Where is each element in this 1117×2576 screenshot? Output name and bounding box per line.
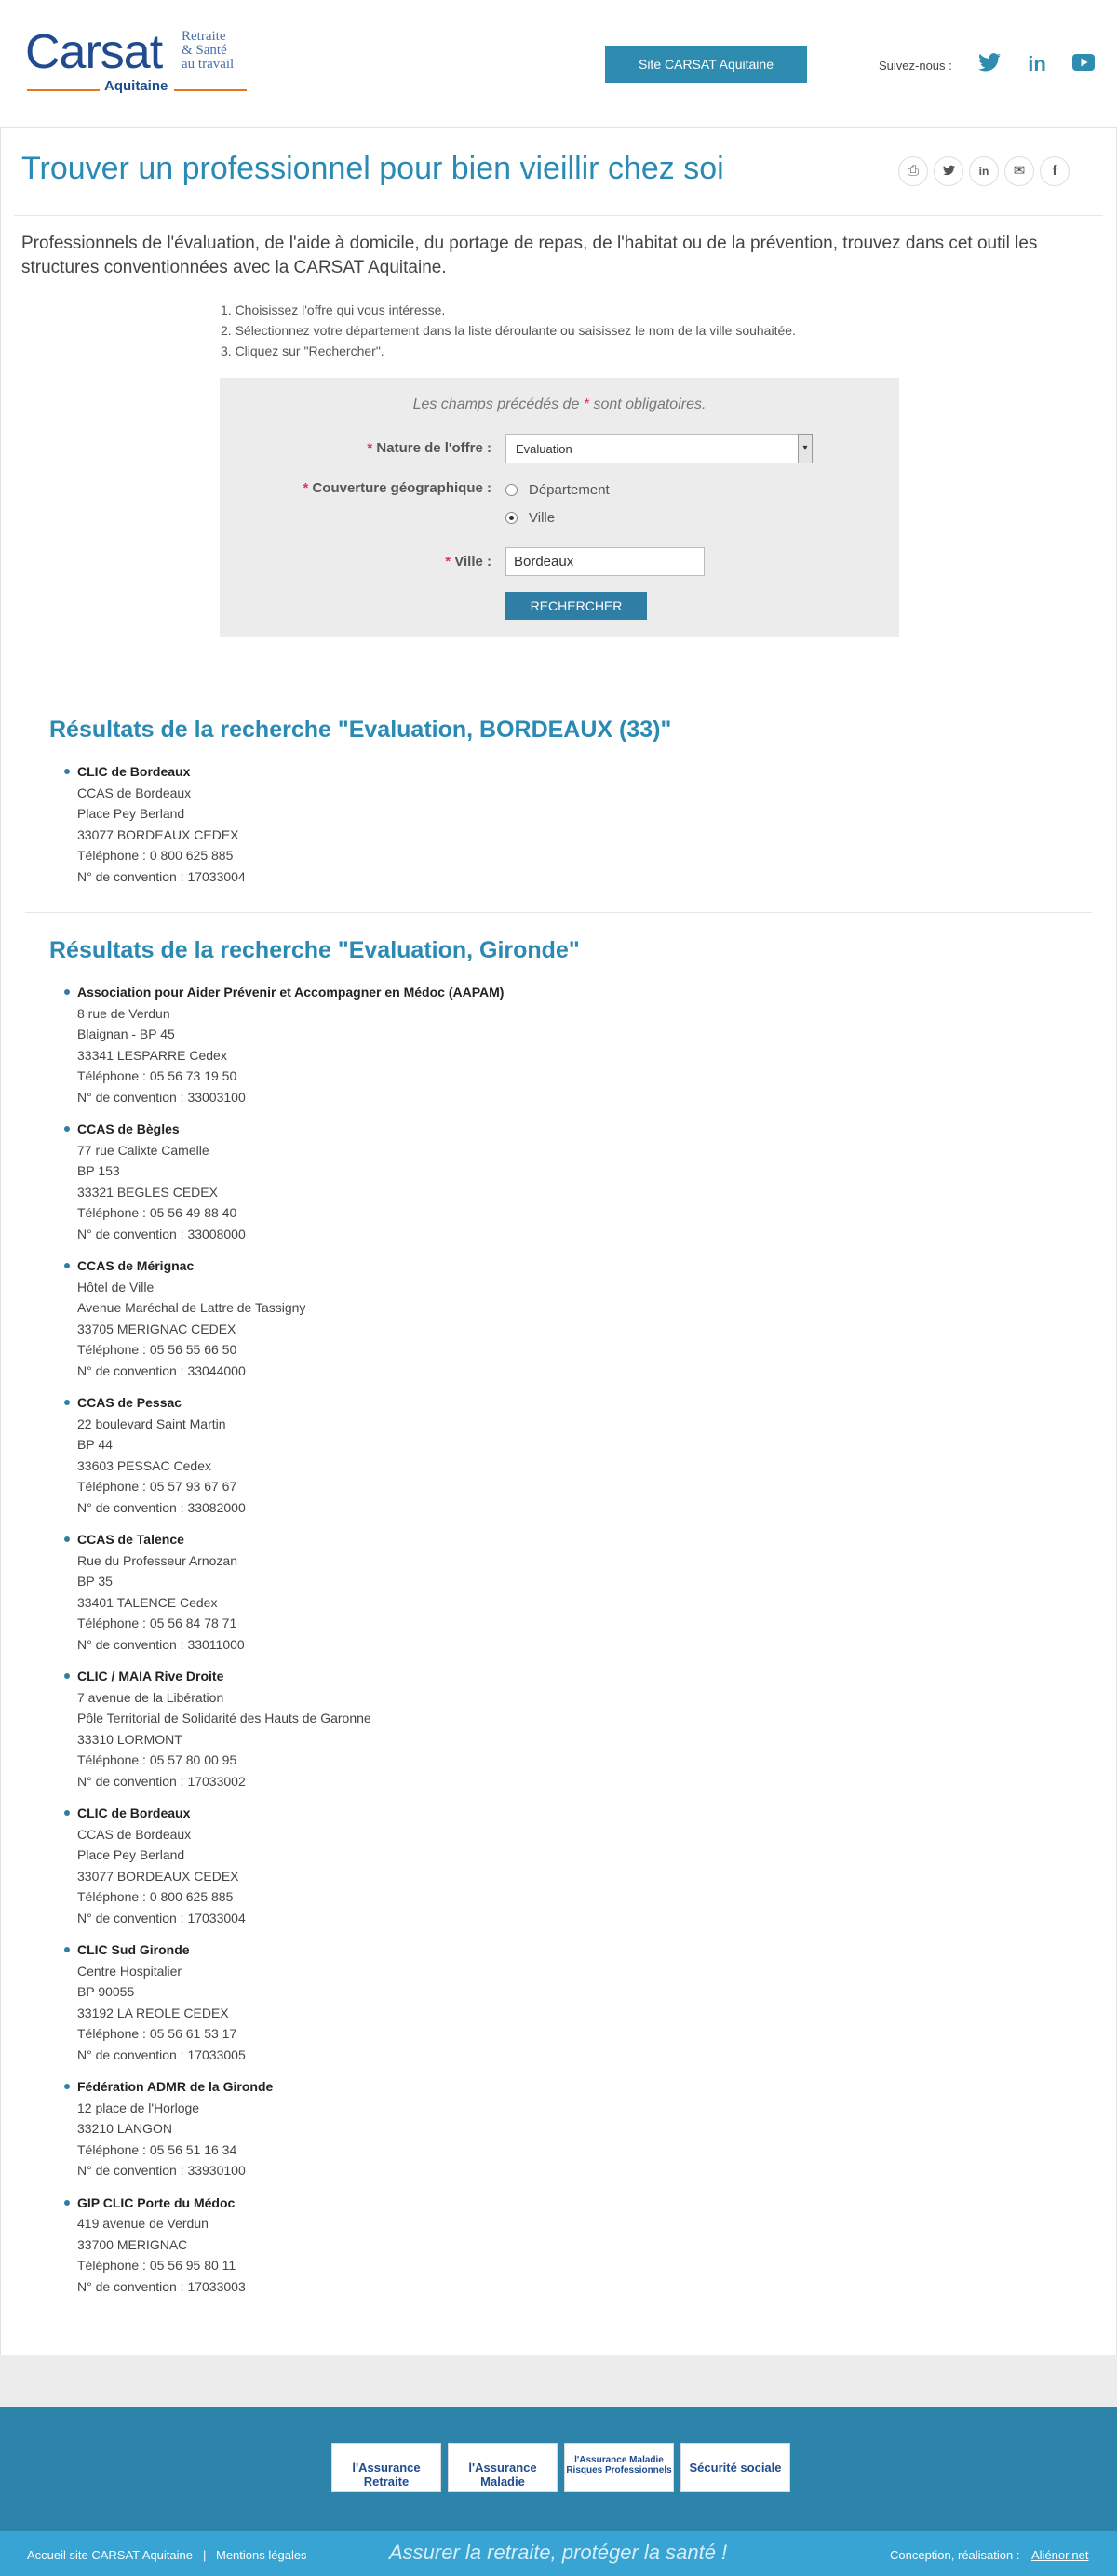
result-detail-line: Place Pey Berland [77,806,185,821]
search-button[interactable]: RECHERCHER [505,592,647,620]
instruction-step: 3. Cliquez sur "Rechercher". [221,343,384,358]
result-detail-line: BP 90055 [77,1984,135,1999]
result-detail-line: 33341 LESPARRE Cedex [77,1047,227,1063]
result-detail-line: 7 avenue de la Libération [77,1689,224,1705]
result-item [61,1939,504,2065]
result-detail-line: BP 35 [77,1574,113,1589]
result-detail-line: Téléphone : 05 56 61 53 17 [77,2026,237,2041]
result-detail-line: 33192 LA REOLE CEDEX [77,2005,229,2020]
footer-legal-link[interactable]: Mentions légales [216,2548,307,2562]
result-detail-line: BP 153 [77,1163,120,1178]
radio-ville-button[interactable] [505,512,518,524]
intro-text: Professionnels de l'évaluation, de l'aide à domicile, du portage de repas, de l'habitat ou de la prévention, trouvez dans cet outil les structures conventionnées avec la CARSAT Aquitaine. [21,234,1038,277]
radio-departement[interactable]: Département [505,482,610,498]
result-detail-line: N° de convention : 33003100 [77,1089,246,1105]
site-carsat-button[interactable]: Site CARSAT Aquitaine [605,46,807,83]
result-detail-line: 33210 LANGON [77,2121,172,2136]
result-item [61,1666,504,1791]
result-detail-line: Téléphone : 05 56 55 66 50 [77,1342,237,1357]
page-title: Trouver un professionnel pour bien vieillir chez soi [21,151,724,186]
result-detail-line: CCAS de Bordeaux [77,785,192,800]
result-detail-line: 12 place de l'Horloge [77,2100,200,2115]
share-linkedin-icon[interactable]: in [969,156,999,186]
result-detail-line: 33077 BORDEAUX CEDEX [77,826,239,842]
result-item [61,1119,504,1244]
instruction-step: 1. Choisissez l'offre qui vous intéresse. [221,302,446,317]
result-name: CCAS de Bègles [77,1121,180,1136]
partner-logo-assurance-retraite[interactable]: l'Assurance Retraite [331,2443,441,2492]
footer-slogan: Assurer la retraite, protéger la santé ! [389,2541,728,2564]
result-detail-line: N° de convention : 33008000 [77,1226,246,1241]
linkedin-icon[interactable]: in [1028,52,1046,75]
result-detail-line: N° de convention : 17033002 [77,1773,246,1789]
instruction-step: 2. Sélectionnez votre département dans la liste déroulante ou saisissez le nom de la ville souhaitée. [221,323,796,338]
result-name: CCAS de Pessac [77,1395,182,1410]
results-title-city: Résultats de la recherche "Evaluation, BORDEAUX (33)" [49,717,672,743]
result-name: Fédération ADMR de la Gironde [77,2079,274,2094]
logo-region: Aquitaine [104,78,168,94]
result-detail-line: Téléphone : 05 57 80 00 95 [77,1752,237,1767]
result-detail-line: N° de convention : 17033004 [77,868,246,884]
result-detail-line: N° de convention : 17033003 [77,2278,246,2294]
result-name: CCAS de Mérignac [77,1258,195,1273]
result-detail-line: Téléphone : 0 800 625 885 [77,1889,234,1904]
logo-line-left [27,89,100,91]
result-detail-line: N° de convention : 33044000 [77,1362,246,1378]
result-name: GIP CLIC Porte du Médoc [77,2194,236,2210]
result-detail-line: 33310 LORMONT [77,1731,182,1747]
result-item [61,1529,504,1655]
title-divider [14,215,1103,216]
result-detail-line: N° de convention : 33011000 [77,1636,245,1652]
logo-wordmark: Carsat [25,25,163,79]
footer-credit-label: Conception, réalisation : [890,2548,1020,2562]
result-item [61,761,246,887]
required-note: Les champs précédés de * sont obligatoires. [412,396,707,412]
result-name: Association pour Aider Prévenir et Accompagner en Médoc (AAPAM) [77,985,505,1000]
result-detail-line: 77 rue Calixte Camelle [77,1142,209,1158]
result-detail-line: 33077 BORDEAUX CEDEX [77,1868,239,1884]
footer-credit-link[interactable]: Aliénor.net [1031,2548,1089,2562]
result-detail-line: Téléphone : 0 800 625 885 [77,848,234,863]
result-detail-line: 33321 BEGLES CEDEX [77,1184,218,1200]
youtube-icon[interactable] [1071,52,1096,76]
result-detail-line: 33603 PESSAC Cedex [77,1457,211,1473]
partner-logo-assurance-maladie[interactable]: l'Assurance Maladie [448,2443,558,2492]
result-detail-line: N° de convention : 17033004 [77,1910,246,1925]
logo-tagline: Retraite & Santé au travail [182,29,235,72]
result-item [61,2193,504,2298]
result-name: CLIC de Bordeaux [77,764,191,779]
result-detail-line: Rue du Professeur Arnozan [77,1552,237,1568]
result-detail-line: Téléphone : 05 56 73 19 50 [77,1068,237,1083]
result-detail-line: N° de convention : 33082000 [77,1499,246,1515]
results-list-department [61,982,504,2308]
result-detail-line: N° de convention : 33930100 [77,2163,246,2178]
result-detail-line: 33705 MERIGNAC CEDEX [77,1321,236,1336]
result-detail-line: Place Pey Berland [77,1847,185,1862]
result-detail-line: 33401 TALENCE Cedex [77,1594,218,1610]
result-detail-line: 33700 MERIGNAC [77,2236,188,2252]
footer-home-link[interactable]: Accueil site CARSAT Aquitaine [27,2548,193,2562]
result-name: CLIC de Bordeaux [77,1805,191,1820]
share-facebook-icon[interactable]: f [1040,156,1070,186]
result-item [61,1255,504,1381]
result-detail-line: Téléphone : 05 56 95 80 11 [77,2258,236,2273]
footer-bar [0,2531,1117,2576]
result-item [61,982,504,1107]
result-name: CLIC / MAIA Rive Droite [77,1669,224,1684]
result-detail-line: Blaignan - BP 45 [77,1026,175,1041]
site-header [0,0,1117,127]
share-twitter-icon[interactable] [934,156,963,186]
offer-select[interactable] [505,434,813,463]
result-detail-line: Téléphone : 05 56 49 88 40 [77,1205,237,1220]
result-detail-line: Téléphone : 05 57 93 67 67 [77,1479,237,1494]
result-detail-line: 8 rue de Verdun [77,1005,170,1021]
radio-ville[interactable]: Ville [505,510,555,526]
follow-label: Suivez-nous : [879,59,952,73]
partner-logo-risques-professionnels[interactable]: l'Assurance Maladie Risques Professionnels [564,2443,674,2492]
result-item [61,1803,504,1928]
city-input[interactable] [505,547,705,576]
radio-departement-button[interactable] [505,484,518,496]
result-detail-line: CCAS de Bordeaux [77,1826,192,1842]
results-list-city [61,761,246,898]
result-name: CCAS de Talence [77,1532,184,1547]
offer-select-value: Evaluation [516,442,572,456]
twitter-icon[interactable] [977,52,1002,76]
partner-logo-securite-sociale[interactable]: Sécurité sociale [680,2443,790,2492]
logo-line-right [174,89,247,91]
footer-separator: | [203,2548,207,2562]
city-label: * Ville : [445,554,491,570]
result-detail-line: BP 44 [77,1437,113,1452]
print-icon[interactable]: ⎙ [898,156,928,186]
carsat-logo[interactable] [25,25,249,97]
result-item [61,2076,504,2181]
results-title-department: Résultats de la recherche "Evaluation, Gironde" [49,937,580,963]
result-detail-line: Téléphone : 05 56 51 16 34 [77,2141,237,2157]
footer [0,2407,1117,2531]
result-detail-line: Avenue Maréchal de Lattre de Tassigny [77,1300,306,1315]
share-email-icon[interactable]: ✉ [1004,156,1034,186]
result-item [61,1392,504,1518]
main-content [0,127,1117,2355]
chevron-down-icon[interactable]: ▾ [798,434,813,463]
result-detail-line: Pôle Territorial de Solidarité des Hauts de Garonne [77,1711,371,1725]
coverage-label: * Couverture géographique : [303,480,491,496]
result-detail-line: N° de convention : 17033005 [77,2046,246,2062]
result-detail-line: 22 boulevard Saint Martin [77,1415,226,1431]
result-detail-line: 419 avenue de Verdun [77,2216,209,2231]
result-detail-line: Centre Hospitalier [77,1963,182,1979]
result-detail-line: Hôtel de Ville [77,1279,155,1295]
result-name: CLIC Sud Gironde [77,1942,190,1957]
instructions-list [221,300,796,361]
search-form [220,378,899,637]
results-divider [25,912,1092,913]
offer-label: * Nature de l'offre : [367,440,491,456]
result-detail-line: Téléphone : 05 56 84 78 71 [77,1616,237,1630]
